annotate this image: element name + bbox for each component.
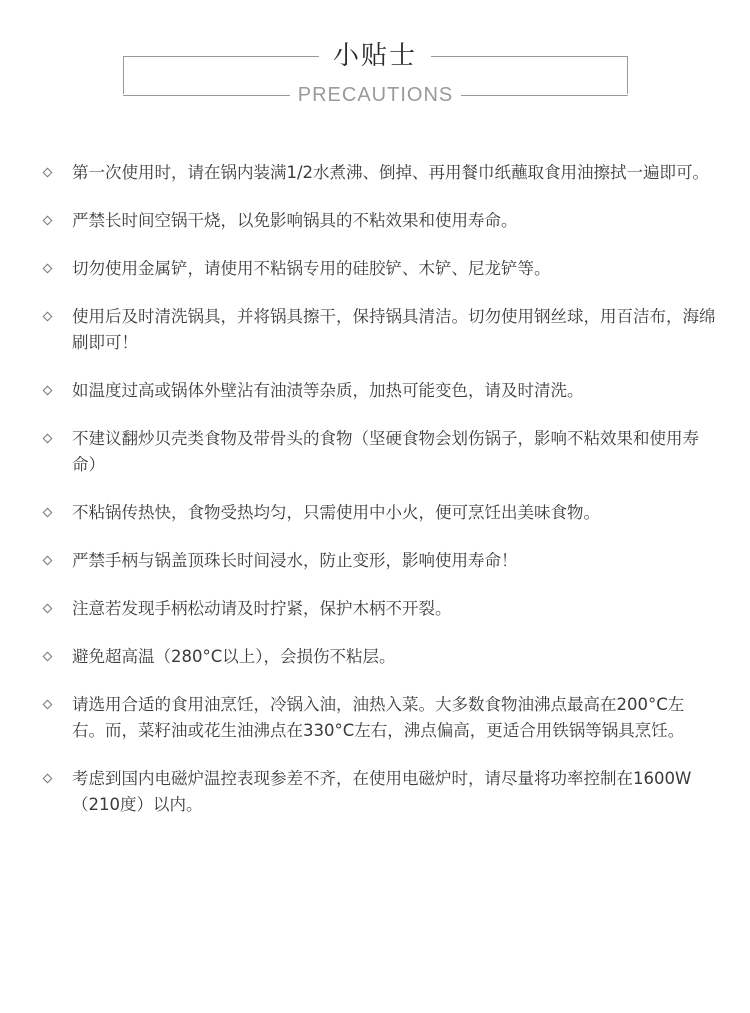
title-wrap (0, 36, 750, 76)
diamond-bullet-icon (43, 774, 53, 784)
diamond-bullet-icon (43, 168, 53, 178)
diamond-bullet-icon (43, 604, 53, 614)
diamond-bullet-icon (43, 652, 53, 662)
list-item (0, 596, 750, 622)
tip-text: 考虑到国内电磁炉温控表现参差不齐，在使用电磁炉时，请尽量将功率控制在1600W（210度）以内。 (72, 769, 692, 814)
subtitle-row (123, 80, 628, 110)
diamond-bullet-icon (43, 556, 53, 566)
list-item (0, 426, 750, 478)
tip-text: 严禁手柄与锅盖顶珠长时间浸水，防止变形，影响使用寿命！ (72, 551, 518, 570)
tip-text: 注意若发现手柄松动请及时拧紧，保护木柄不开裂。 (72, 599, 452, 618)
subtitle-line-right (461, 95, 628, 96)
diamond-bullet-icon (43, 508, 53, 518)
diamond-bullet-icon (43, 216, 53, 226)
diamond-bullet-icon (43, 434, 53, 444)
diamond-bullet-icon (43, 386, 53, 396)
subtitle-line-left (123, 95, 290, 96)
list-item (0, 548, 750, 574)
list-item (0, 304, 750, 356)
diamond-bullet-icon (43, 700, 53, 710)
tip-text: 不建议翻炒贝壳类食物及带骨头的食物（坚硬食物会划伤锅子，影响不粘效果和使用寿命） (72, 429, 699, 474)
list-item (0, 644, 750, 670)
list-item (0, 256, 750, 282)
tip-text: 第一次使用时，请在锅内装满1/2水煮沸、倒掉、再用餐巾纸蘸取食用油擦拭一遍即可。 (72, 163, 710, 182)
page-title: 小贴士 (319, 36, 431, 76)
header (0, 0, 750, 120)
list-item (0, 378, 750, 404)
list-item (0, 692, 750, 744)
list-item (0, 500, 750, 526)
list-item (0, 160, 750, 186)
tips-list (0, 160, 750, 840)
tip-text: 请选用合适的食用油烹饪，冷锅入油，油热入菜。大多数食物油沸点最高在200°C左右。而，菜籽油或花生油沸点在330°C左右，沸点偏高，更适合用铁锅等锅具烹饪。 (72, 695, 685, 740)
page-subtitle: PRECAUTIONS (297, 84, 454, 106)
tip-text: 切勿使用金属铲，请使用不粘锅专用的硅胶铲、木铲、尼龙铲等。 (72, 259, 551, 278)
tip-text: 避免超高温（280°C以上），会损伤不粘层。 (72, 647, 396, 666)
tip-text: 严禁长时间空锅干烧，以免影响锅具的不粘效果和使用寿命。 (72, 211, 518, 230)
list-item (0, 208, 750, 234)
list-item (0, 766, 750, 818)
diamond-bullet-icon (43, 264, 53, 274)
tip-text: 如温度过高或锅体外壁沾有油渍等杂质，加热可能变色，请及时清洗。 (72, 381, 584, 400)
diamond-bullet-icon (43, 312, 53, 322)
tip-text: 使用后及时清洗锅具，并将锅具擦干，保持锅具清洁。切勿使用钢丝球，用百洁布，海绵刷即可！ (72, 307, 716, 352)
tip-text: 不粘锅传热快，食物受热均匀，只需使用中小火，便可烹饪出美味食物。 (72, 503, 600, 522)
